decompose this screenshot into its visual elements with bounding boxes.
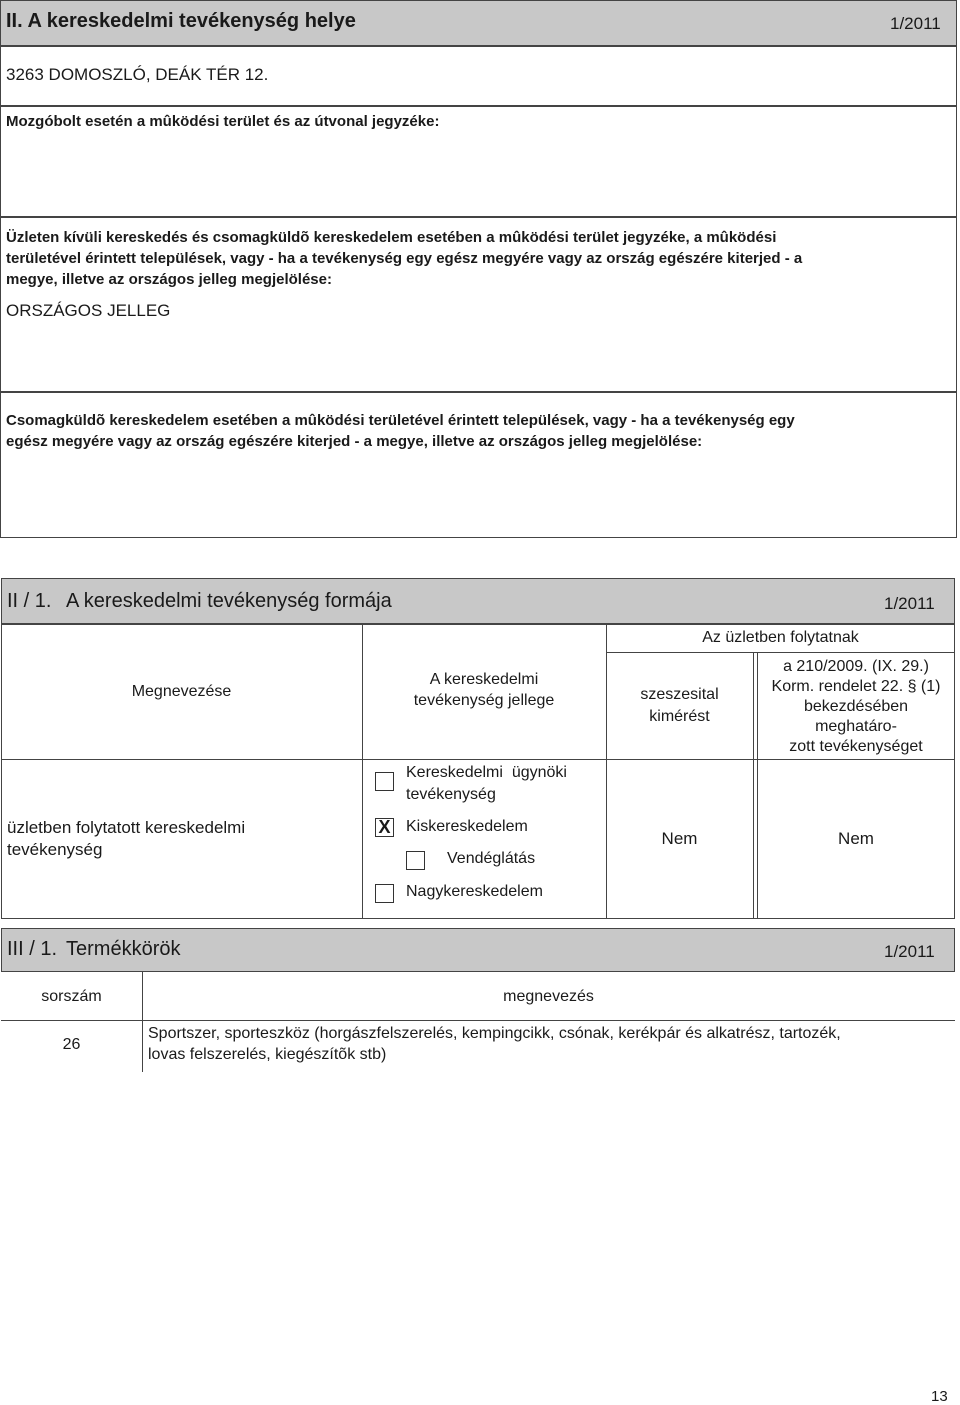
option-agent-label: tevékenység <box>406 786 496 803</box>
col-decree-header: a 210/2009. (IX. 29.) <box>783 658 929 675</box>
col-decree-header: Korm. rendelet 22. § (1) <box>771 678 941 695</box>
row-name: üzletben folytatott kereskedelmi <box>7 818 246 837</box>
table-divider <box>753 652 754 919</box>
section21-title: A kereskedelmi tevékenység formája <box>66 590 392 612</box>
table-divider <box>1 1020 955 1021</box>
col-type-header: tevékenység jellege <box>413 692 555 709</box>
outside-value: ORSZÁGOS JELLEG <box>6 301 171 320</box>
col-alcohol-header: szeszesital <box>640 686 719 703</box>
outside-label: területével érintett települések, vagy - ha a tevékenység egy egész megyére vagy az ország egészére kiterjed - a <box>6 250 803 267</box>
address-value: 3263 DOMOSZLÓ, DEÁK TÉR 12. <box>6 65 269 84</box>
col-decree-header: bekezdésében <box>803 698 909 715</box>
section31-code: 1/2011 <box>884 942 935 961</box>
row-name: tevékenység <box>7 840 103 859</box>
page-number: 13 <box>931 1388 948 1405</box>
table-divider <box>142 972 143 1072</box>
option-wholesale-label: Nagykereskedelem <box>406 883 543 900</box>
col-name-header: megnevezés <box>503 988 594 1005</box>
col-num-header: sorszám <box>41 988 102 1005</box>
col-name-header: Megnevezése <box>131 683 232 700</box>
row-product-text: lovas felszerelés, kiegészítõk stb) <box>148 1046 387 1063</box>
outside-label: megye, illetve az országos jelleg megjelölése: <box>6 271 332 288</box>
col-alcohol-header: kimérést <box>649 708 710 725</box>
outside-label: Üzleten kívüli kereskedés és csomagküldõ kereskedelem esetében a mûködési terület jegyzéke, a mûködési <box>6 229 777 246</box>
mail-label: egész megyére vagy az ország egészére kiterjed - a megye, illetve az országos jelleg megjelölése: <box>6 433 703 450</box>
section21-code: 1/2011 <box>884 594 935 613</box>
section2-title: II. A kereskedelmi tevékenység helye <box>6 10 356 32</box>
table-divider <box>606 652 955 653</box>
checkbox-catering[interactable] <box>406 851 425 870</box>
alcohol-value: Nem <box>661 829 698 848</box>
in-store-header: Az üzletben folytatnak <box>702 629 859 646</box>
row-number: 26 <box>62 1036 81 1053</box>
row-product-text: Sportszer, sporteszköz (horgászfelszerelés, kempingcikk, csónak, kerékpár és alkatrész, tartozék, <box>148 1025 841 1042</box>
section31-title: Termékkörök <box>66 938 181 960</box>
option-retail-label: Kiskereskedelem <box>406 818 528 835</box>
decree-value: Nem <box>838 829 874 848</box>
table-divider <box>1 759 955 760</box>
option-agent-label: Kereskedelmi ügynöki <box>406 764 567 781</box>
col-type-header: A kereskedelmi <box>429 671 539 688</box>
col-decree-header: meghatáro- <box>815 718 897 735</box>
table-divider <box>606 624 607 919</box>
checkbox-wholesale[interactable] <box>375 884 394 903</box>
section31-prefix: III / 1. <box>7 938 58 960</box>
products-table <box>1 972 955 1072</box>
option-catering-label: Vendéglátás <box>447 850 536 867</box>
section2-code: 1/2011 <box>890 14 941 33</box>
section21-prefix: II / 1. <box>7 590 52 612</box>
mobile-label: Mozgóbolt esetén a mûködési terület és az útvonal jegyzéke: <box>6 113 440 130</box>
col-decree-header: zott tevékenységet <box>789 738 923 755</box>
checkbox-retail[interactable]: X <box>375 818 394 837</box>
mail-label: Csomagküldõ kereskedelem esetében a mûködési területével érintett települések, vagy - ha a tevékenység egy <box>6 412 795 429</box>
table-divider <box>362 624 363 919</box>
checkbox-agent[interactable] <box>375 772 394 791</box>
